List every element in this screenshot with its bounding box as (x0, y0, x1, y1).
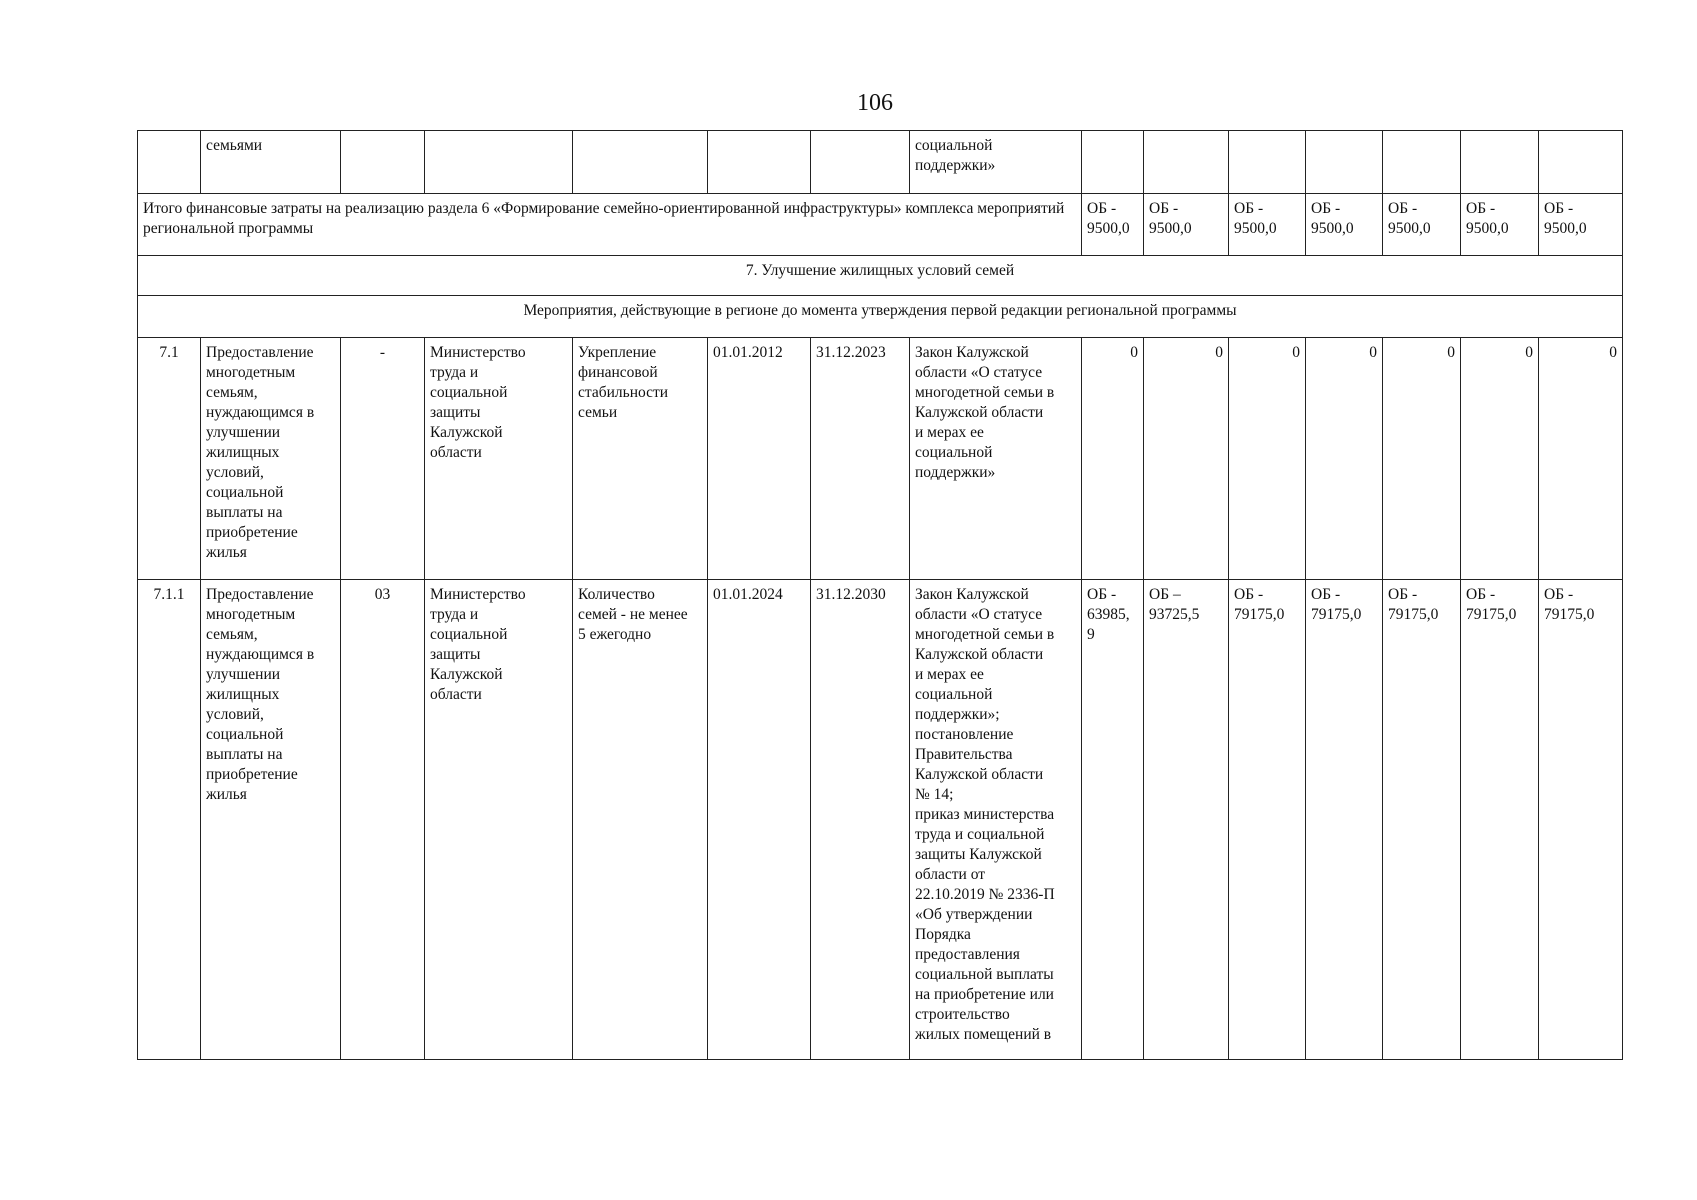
cell-start (708, 131, 811, 194)
cell-value: ОБ - 79175,0 (1306, 580, 1383, 1060)
cell-value: ОБ - 63985, 9 (1082, 580, 1144, 1060)
cell-result (573, 131, 708, 194)
cell-basis: Закон Калужской области «О статусе многодетной семьи в Калужской области и мерах ее социальной поддержки» (910, 338, 1082, 580)
total-value: ОБ - 9500,0 (1306, 194, 1383, 256)
cell-value: ОБ - 79175,0 (1229, 580, 1306, 1060)
cell-name: Предоставление многодетным семьям, нуждающимся в улучшении жилищных условий, социальной выплаты на приобретение жилья (201, 580, 341, 1060)
cell-value (1306, 131, 1383, 194)
total-value: ОБ - 9500,0 (1461, 194, 1539, 256)
table-row-7-1-1 (138, 580, 1623, 1060)
cell-executor: Министерство труда и социальной защиты Калужской области (425, 580, 573, 1060)
cell-start: 01.01.2012 (708, 338, 811, 580)
cell-value: 0 (1144, 338, 1229, 580)
cell-executor (425, 131, 573, 194)
cell-name: Предоставление многодетным семьям, нуждающимся в улучшении жилищных условий, социальной выплаты на приобретение жилья (201, 338, 341, 580)
cell-result: Укрепление финансовой стабильности семьи (573, 338, 708, 580)
cell-value (1082, 131, 1144, 194)
cell-basis: Закон Калужской области «О статусе многодетной семьи в Калужской области и мерах ее социальной поддержки»; постановление Правительства Калужской области № 14; приказ министерства труда и социальной защиты Калужской области от 22.10.2019 № 2336-П «Об утверждении Порядка предоставления социальной выплаты на приобретение или строительство жилых помещений в (910, 580, 1082, 1060)
cell-value: 0 (1539, 338, 1623, 580)
table-row-subsection-heading (138, 296, 1623, 338)
cell-value: ОБ - 79175,0 (1461, 580, 1539, 1060)
section-subtitle: Мероприятия, действующие в регионе до момента утверждения первой редакции региональной программы (138, 296, 1623, 338)
cell-value: ОБ - 79175,0 (1539, 580, 1623, 1060)
cell-basis: социальной поддержки» (910, 131, 1082, 194)
cell-value: ОБ - 79175,0 (1383, 580, 1461, 1060)
cell-end (811, 131, 910, 194)
cell-num: 7.1 (138, 338, 201, 580)
cell-value (1144, 131, 1229, 194)
total-value: ОБ - 9500,0 (1383, 194, 1461, 256)
cell-code: - (341, 338, 425, 580)
total-value: ОБ - 9500,0 (1144, 194, 1229, 256)
cell-name: семьями (201, 131, 341, 194)
cell-code: 03 (341, 580, 425, 1060)
cell-value (1539, 131, 1623, 194)
table-row-section-heading (138, 256, 1623, 296)
table-row-continuation (138, 131, 1623, 194)
total-label: Итого финансовые затраты на реализацию раздела 6 «Формирование семейно-ориентированной инфраструктуры» комплекса мероприятий региональной программы (138, 194, 1082, 256)
cell-value: ОБ – 93725,5 (1144, 580, 1229, 1060)
program-table (137, 130, 1623, 1060)
cell-num: 7.1.1 (138, 580, 201, 1060)
table-row-7-1 (138, 338, 1623, 580)
cell-value (1229, 131, 1306, 194)
total-value: ОБ - 9500,0 (1229, 194, 1306, 256)
page-number: 106 (857, 90, 893, 116)
cell-value (1461, 131, 1539, 194)
table-row-total-section-6 (138, 194, 1623, 256)
cell-result: Количество семей - не менее 5 ежегодно (573, 580, 708, 1060)
cell-end: 31.12.2023 (811, 338, 910, 580)
cell-value: 0 (1306, 338, 1383, 580)
cell-num (138, 131, 201, 194)
cell-value: 0 (1082, 338, 1144, 580)
section-title: 7. Улучшение жилищных условий семей (138, 256, 1623, 296)
cell-start: 01.01.2024 (708, 580, 811, 1060)
cell-executor: Министерство труда и социальной защиты Калужской области (425, 338, 573, 580)
total-value: ОБ - 9500,0 (1082, 194, 1144, 256)
cell-code (341, 131, 425, 194)
cell-value (1383, 131, 1461, 194)
cell-end: 31.12.2030 (811, 580, 910, 1060)
cell-value: 0 (1461, 338, 1539, 580)
cell-value: 0 (1383, 338, 1461, 580)
total-value: ОБ - 9500,0 (1539, 194, 1623, 256)
cell-value: 0 (1229, 338, 1306, 580)
